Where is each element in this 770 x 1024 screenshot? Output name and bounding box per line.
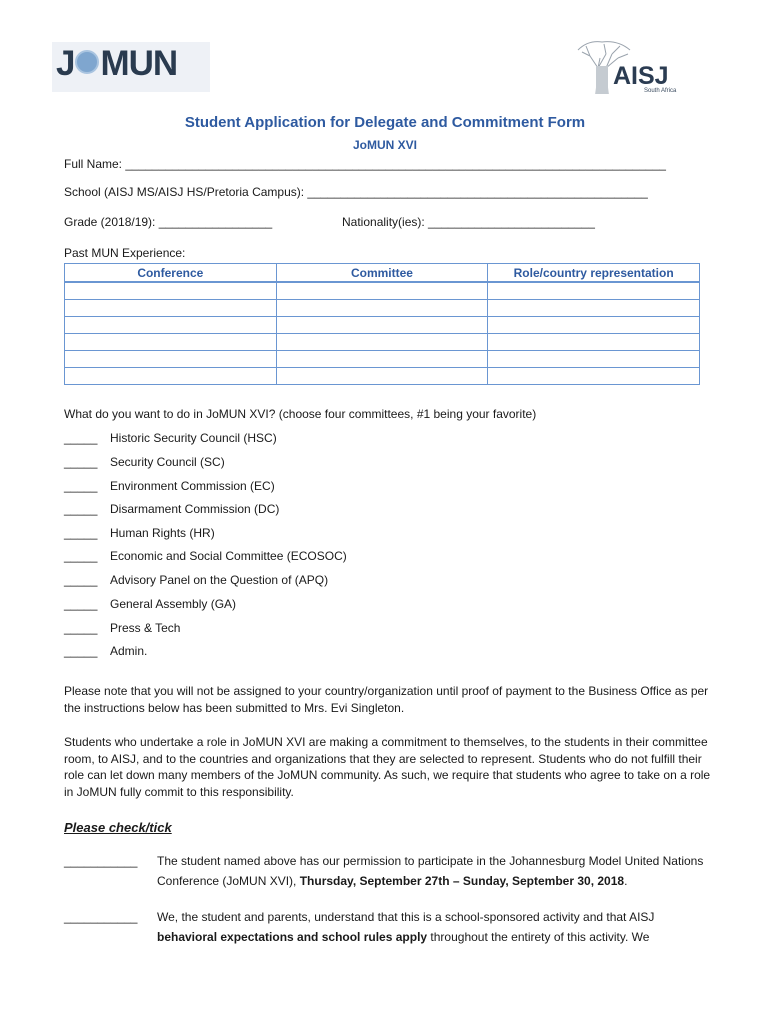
rank-blank[interactable]: _____ (64, 502, 98, 516)
rank-blank[interactable]: _____ (64, 549, 98, 563)
conference-dates: Thursday, September 27th – Sunday, September 30, 2018 (299, 874, 625, 888)
checklist-heading: Please check/tick (64, 820, 172, 835)
jomun-logo (52, 42, 210, 92)
committee-label: Security Council (SC) (110, 455, 225, 469)
permission-text-end: . (624, 874, 628, 888)
table-cell[interactable] (488, 368, 700, 385)
column-header-conference: Conference (65, 264, 277, 283)
committee-label: Disarmament Commission (DC) (110, 502, 280, 516)
nationality-field[interactable]: Nationality(ies): _________________________ (342, 215, 595, 229)
table-row (65, 334, 700, 351)
aisj-logo-subtitle: South Africa (644, 88, 677, 94)
rank-blank[interactable]: _____ (64, 597, 98, 611)
committee-item (64, 501, 280, 517)
table-row (65, 282, 700, 300)
checklist-item-text (157, 907, 717, 947)
committee-item (64, 596, 237, 612)
form-title: Student Application for Delegate and Commitment Form (184, 114, 586, 131)
rank-blank[interactable]: _____ (64, 644, 98, 658)
past-mun-label: Past MUN Experience: (64, 246, 186, 260)
committee-label: Environment Commission (EC) (110, 479, 275, 493)
committee-item (64, 548, 347, 564)
full-name-field[interactable]: Full Name: _________________________________________________________________________________ (64, 157, 666, 171)
aisj-logo (568, 38, 688, 96)
committee-item (64, 620, 181, 636)
commitment-note: Students who undertake a role in JoMUN XVI are making a commitment to themselves, to the students in their committee room, to AISJ, and to the countries and organizations that they are selected to represent. Students who do not fulfill their role can let down many members of the JoMUN community. As such, we require that students who agree to take on a role in JoMUN fully commit to this responsibility. (64, 735, 711, 799)
table-cell[interactable] (276, 317, 488, 334)
table-row (65, 317, 700, 334)
past-mun-table (64, 263, 700, 385)
committee-item (64, 478, 275, 494)
committee-prompt: What do you want to do in JoMUN XVI? (choose four committees, #1 being your favorite) (64, 407, 537, 421)
table-cell[interactable] (488, 282, 700, 300)
rank-blank[interactable]: _____ (64, 431, 98, 445)
checklist-item-text (157, 851, 717, 891)
table-cell[interactable] (488, 300, 700, 317)
table-row (65, 300, 700, 317)
committee-label: Press & Tech (110, 621, 181, 635)
rank-blank[interactable]: _____ (64, 455, 98, 469)
table-cell[interactable] (488, 351, 700, 368)
check-blank[interactable]: ___________ (64, 854, 138, 868)
permission-text: The student named above has our permission to participate in the Johannesburg Model United Nations Conference (JoMUN XVI), (157, 854, 704, 888)
table-cell[interactable] (276, 351, 488, 368)
aisj-logo-wordmark: AISJ (613, 62, 669, 90)
column-header-role: Role/country representation (488, 264, 700, 283)
jomun-logo-wordmark: J MUN (56, 44, 178, 83)
rank-blank[interactable]: _____ (64, 526, 98, 540)
rules-text: We, the student and parents, understand that this is a school-sponsored activity and that AISJ (157, 910, 655, 924)
table-cell[interactable] (488, 334, 700, 351)
table-cell[interactable] (65, 368, 277, 385)
rank-blank[interactable]: _____ (64, 479, 98, 493)
committee-item (64, 454, 225, 470)
table-cell[interactable] (65, 282, 277, 300)
committee-label: Historic Security Council (HSC) (110, 431, 277, 445)
school-field[interactable]: School (AISJ MS/AISJ HS/Pretoria Campus): ___________________________________________________ (64, 185, 648, 199)
committee-label: Economic and Social Committee (ECOSOC) (110, 549, 347, 563)
committee-item (64, 430, 277, 446)
committee-label: Admin. (110, 644, 148, 658)
payment-note: Please note that you will not be assigned to your country/organization until proof of payment to the Business Office as per the instructions below has been submitted to Mrs. Evi Singleton. (64, 684, 709, 715)
table-cell[interactable] (65, 334, 277, 351)
table-cell[interactable] (276, 334, 488, 351)
table-cell[interactable] (488, 317, 700, 334)
committee-label: Human Rights (HR) (110, 526, 215, 540)
committee-item (64, 572, 329, 588)
table-cell[interactable] (276, 282, 488, 300)
globe-icon (75, 50, 99, 74)
check-blank[interactable]: ___________ (64, 910, 138, 924)
table-cell[interactable] (65, 317, 277, 334)
rank-blank[interactable]: _____ (64, 621, 98, 635)
committee-item (64, 525, 215, 541)
column-header-committee: Committee (276, 264, 488, 283)
committee-item (64, 643, 148, 659)
grade-field[interactable]: Grade (2018/19): _________________ (64, 215, 273, 229)
rules-text-end: throughout the entirety of this activity. We (427, 930, 650, 944)
committee-label: Advisory Panel on the Question of (APQ) (110, 573, 329, 587)
table-row (65, 368, 700, 385)
table-cell[interactable] (276, 368, 488, 385)
form-subtitle: JoMUN XVI (352, 138, 417, 152)
committee-label: General Assembly (GA) (110, 597, 237, 611)
table-cell[interactable] (65, 351, 277, 368)
rules-emphasis: behavioral expectations and school rules apply (157, 930, 428, 944)
table-cell[interactable] (65, 300, 277, 317)
rank-blank[interactable]: _____ (64, 573, 98, 587)
table-cell[interactable] (276, 300, 488, 317)
table-row (65, 351, 700, 368)
